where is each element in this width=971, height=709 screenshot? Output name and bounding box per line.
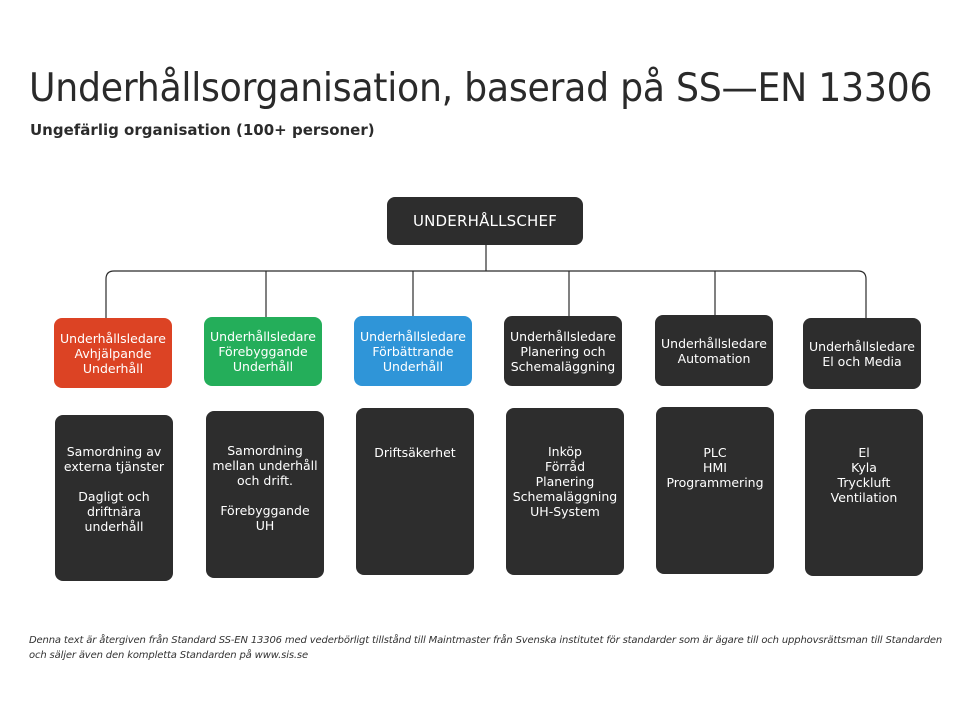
detail-box-forbattrande	[356, 408, 474, 575]
detail-line: och drift.	[236, 473, 294, 488]
detail-line: Ventilation	[830, 490, 898, 505]
detail-box-avhjalpande	[55, 415, 173, 581]
detail-line: Förråd	[544, 459, 586, 474]
detail-box-forebyggande	[206, 411, 324, 578]
detail-box-el-och-media	[805, 409, 923, 576]
detail-box-automation	[656, 407, 774, 574]
detail-line: Inköp	[548, 444, 582, 459]
node-label-line: Underhållsledare	[510, 328, 616, 344]
detail-line: El	[858, 445, 870, 460]
page-title: Underhållsorganisation, baserad på SS—EN 13306	[29, 66, 933, 111]
detail-line: Programmering	[666, 475, 764, 490]
detail-line: Planering	[535, 474, 595, 489]
org-node-automation	[655, 315, 773, 386]
org-node-forbattrande	[354, 316, 472, 386]
node-label-line: Underhåll	[232, 359, 294, 374]
node-label-line: Förebyggande	[218, 344, 308, 359]
detail-line: Driftsäkerhet	[374, 445, 456, 460]
org-node-planering	[504, 316, 622, 386]
org-node-underhallschef	[387, 197, 583, 245]
detail-line: mellan underhåll	[212, 458, 318, 473]
footer-line-2: och säljer även den kompletta Standarden på www.sis.se	[29, 649, 308, 661]
page-subtitle: Ungefärlig organisation (100+ personer)	[30, 121, 375, 139]
node-label-line: Underhållsledare	[809, 338, 915, 354]
node-label-line: Avhjälpande	[74, 345, 152, 361]
node-label: UNDERHÅLLSCHEF	[412, 211, 558, 230]
detail-line: Kyla	[851, 460, 877, 475]
detail-line: Samordning av	[66, 444, 162, 459]
copyright-footer	[29, 634, 959, 663]
detail-line: externa tjänster	[63, 459, 165, 474]
node-label-line: Underhållsledare	[210, 329, 316, 344]
org-node-avhjalpande	[54, 318, 172, 388]
node-label-line: Underhållsledare	[661, 335, 767, 351]
node-label-line: Underhållsledare	[60, 330, 166, 346]
node-label-line: Underhållsledare	[360, 328, 466, 344]
detail-line: HMI	[703, 460, 727, 475]
detail-line: driftnära underhåll	[84, 504, 144, 534]
node-label-line: Underhåll	[382, 358, 444, 374]
node-label-line: Automation	[677, 350, 751, 366]
footer-line-1: Denna text är återgiven från Standard SS-EN 13306 med vederbörligt tillstånd till Maintmaster från Svenska institutet för standarder som är ägare till och upphovsrättsman till Standarden	[29, 635, 943, 646]
org-node-forebyggande	[204, 317, 322, 386]
node-label-line: Planering och	[520, 343, 606, 359]
detail-line: UH-System	[530, 504, 600, 519]
node-label-line: Schemaläggning	[510, 358, 616, 374]
org-node-el-och-media	[803, 318, 921, 389]
node-label-line: Underhåll	[82, 360, 144, 376]
detail-line: Schemaläggning	[512, 489, 618, 504]
detail-line: Tryckluft	[837, 475, 891, 490]
detail-line: PLC	[703, 445, 727, 460]
detail-line: Förebyggande UH	[220, 503, 310, 533]
node-label-line: Förbättrande	[372, 343, 454, 359]
detail-line: Dagligt och	[78, 489, 150, 504]
node-label-line: El och Media	[822, 353, 902, 369]
detail-line: Samordning	[227, 443, 303, 458]
detail-box-planering	[506, 408, 624, 575]
